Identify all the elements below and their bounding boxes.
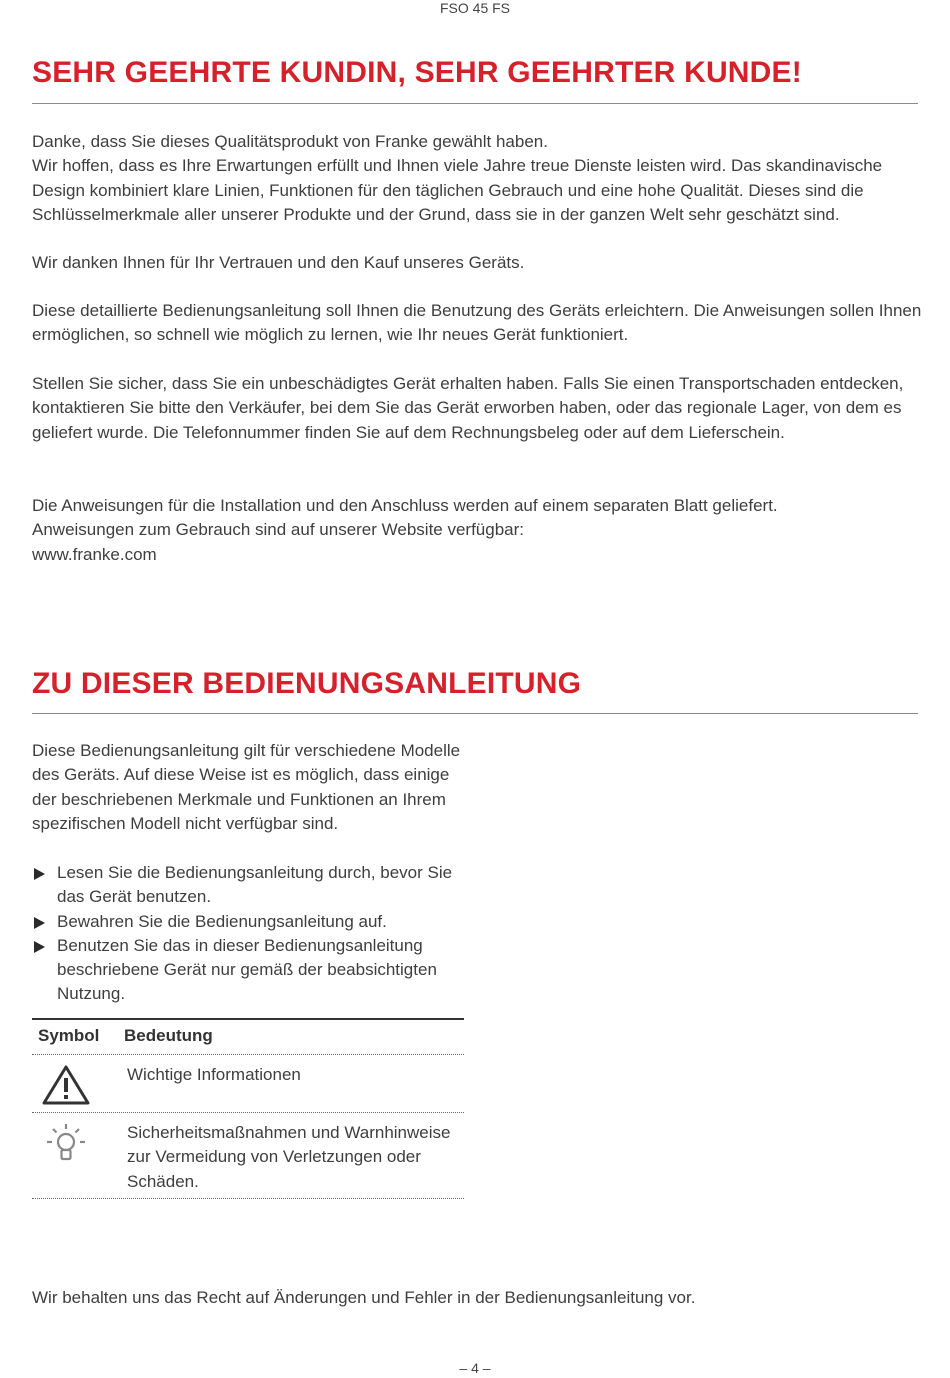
- page-number: – 4 –: [459, 1360, 491, 1376]
- hope-text: Wir hoffen, dass es Ihre Erwartungen erfüllt und Ihnen viele Jahre treue Dienste leisten wird. Das skandinavische Design kombiniert klare Linien, Funktionen für den täglichen Gebrauch und eine hohe Qualität. Dieses sind die Schlüsselmerkmale aller unserer Produkte und der Grund, dass sie in der ganzen Welt sehr geschätzt sind.: [32, 156, 883, 224]
- triangle-bullet-icon: [34, 868, 45, 880]
- trust-paragraph: Wir danken Ihnen für Ihr Vertrauen und den Kauf unseres Geräts.: [32, 253, 525, 272]
- page-header-model: FSO 45 FS: [439, 0, 511, 16]
- list-item: Lesen Sie die Bedienungsanleitung durch, bevor Sie das Gerät benutzen.: [32, 861, 472, 910]
- lightbulb-icon: [44, 1121, 88, 1170]
- manual-purpose-paragraph: Diese detaillierte Bedienungsanleitung soll Ihnen die Benutzung des Geräts erleichtern. Die Anweisungen sollen Ihnen ermöglichen, so schnell wie möglich zu lernen, wie Ihr neues Gerät funktioniert.: [32, 301, 922, 345]
- list-item: Benutzen Sie das in dieser Bedienungsanleitung beschriebene Gerät nur gemäß der beabsichtigten Nutzung.: [32, 934, 472, 1007]
- row-text: Wichtige Informationen: [127, 1065, 301, 1084]
- warning-triangle-icon: [40, 1063, 92, 1112]
- website-info-line: Anweisungen zum Gebrauch sind auf unserer Website verfügbar:: [32, 520, 525, 540]
- disclaimer-paragraph: Wir behalten uns das Recht auf Änderungen und Fehler in der Bedienungsanleitung vor.: [32, 1288, 696, 1307]
- section-heading-greeting: SEHR GEEHRTE KUNDIN, SEHR GEEHRTER KUNDE!: [32, 56, 802, 89]
- table-row: [32, 1055, 464, 1112]
- intro-paragraph: [32, 130, 922, 227]
- heading-divider: [32, 713, 918, 714]
- list-item: Bewahren Sie die Bedienungsanleitung auf.: [32, 910, 472, 934]
- damage-check-paragraph: Stellen Sie sicher, dass Sie ein unbeschädigtes Gerät erhalten haben. Falls Sie einen Transportschaden entdecken, kontaktieren Sie bitte den Verkäufer, bei dem Sie das Gerät erworben haben, oder das regionale Lager, von dem es geliefert wurde. Die Telefonnummer finden Sie auf dem Rechnungsbeleg oder auf dem Lieferschein.: [32, 374, 904, 442]
- table-divider: [32, 1198, 464, 1199]
- instruction-list: [32, 861, 472, 1007]
- column-header-symbol: Symbol: [38, 1026, 100, 1045]
- installation-line: Die Anweisungen für die Installation und den Anschluss werden auf einem separaten Blatt geliefert.: [32, 496, 778, 515]
- triangle-bullet-icon: [34, 941, 45, 953]
- triangle-bullet-icon: [34, 917, 45, 929]
- thanks-line: Danke, dass Sie dieses Qualitätsprodukt von Franke gewählt haben.: [32, 132, 548, 151]
- heading-divider: [32, 103, 918, 104]
- row-text: Sicherheitsmaßnahmen und Warnhinweise zur Vermeidung von Verletzungen oder Schäden.: [127, 1123, 451, 1191]
- installation-paragraph: [32, 494, 922, 567]
- table-header: [32, 1020, 464, 1054]
- manual-intro-paragraph: Diese Bedienungsanleitung gilt für verschiedene Modelle des Geräts. Auf diese Weise ist es möglich, dass einige der beschriebenen Merkmale und Funktionen an Ihrem spezifischen Modell nicht verfügbar sind.: [32, 741, 461, 833]
- column-header-meaning: Bedeutung: [124, 1026, 213, 1045]
- symbol-table: [32, 1018, 464, 1199]
- website-link[interactable]: www.franke.com: [32, 544, 157, 564]
- section-heading-manual: ZU DIESER BEDIENUNGSANLEITUNG: [32, 667, 582, 700]
- table-row: [32, 1113, 464, 1198]
